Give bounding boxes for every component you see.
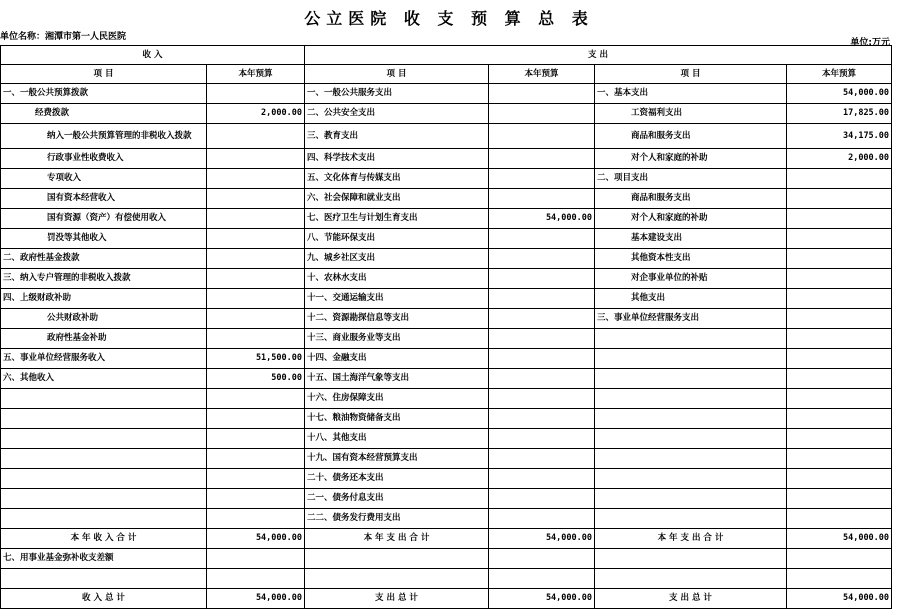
expense-function-item-cell: 十五、国土海洋气象等支出: [305, 369, 489, 389]
expense-function-budget-cell: [489, 149, 595, 169]
expense-function-budget-cell: [489, 249, 595, 269]
expense-function-item-cell: 二一、债务付息支出: [305, 489, 489, 509]
expense-category-item-cell: 基本建设支出: [595, 229, 787, 249]
income-item-cell: 一、一般公共预算拨款: [1, 84, 207, 104]
section-header-row: [1, 46, 892, 65]
expense-function-budget-cell: [489, 449, 595, 469]
organization-label: 单位名称：湘潭市第一人民医院: [0, 32, 127, 42]
expense-function-budget-cell: [489, 569, 595, 589]
expense-function-budget-cell: [489, 349, 595, 369]
income-item-header: 项 目: [1, 65, 207, 84]
expense-function-item-cell: 十八、其他支出: [305, 429, 489, 449]
expense-function-budget-cell: [489, 549, 595, 569]
table-row: [1, 104, 892, 124]
income-budget-cell: [207, 329, 305, 349]
income-item-cell: 公共财政补助: [1, 309, 207, 329]
expense-category-budget-cell: [787, 429, 892, 449]
income-budget-cell: [207, 249, 305, 269]
income-budget-cell: 54,000.00: [207, 529, 305, 549]
income-budget-cell: [207, 229, 305, 249]
expense-category-budget-cell: [787, 209, 892, 229]
table-row: [1, 329, 892, 349]
expense-category-budget-cell: [787, 349, 892, 369]
expense-function-item-cell: 十四、金融支出: [305, 349, 489, 369]
expense-category-item-cell: [595, 429, 787, 449]
expense-category-budget-cell: [787, 469, 892, 489]
table-row: [1, 149, 892, 169]
expense-category-budget-cell: [787, 229, 892, 249]
income-item-cell: [1, 489, 207, 509]
expense-function-budget-cell: [489, 124, 595, 149]
income-item-cell: 纳入一般公共预算管理的非税收入拨款: [1, 124, 207, 149]
expense-function-budget-cell: [489, 409, 595, 429]
expense-category-budget-cell: 54,000.00: [787, 529, 892, 549]
income-budget-cell: [207, 309, 305, 329]
income-budget-cell: [207, 189, 305, 209]
expense-function-budget-cell: [489, 509, 595, 529]
budget-table: [0, 45, 892, 609]
table-row: [1, 309, 892, 329]
expense-function-item-cell: [305, 569, 489, 589]
income-item-cell: [1, 509, 207, 529]
income-item-cell: 国有资源（资产）有偿使用收入: [1, 209, 207, 229]
income-budget-cell: [207, 449, 305, 469]
expense-category-item-cell: [595, 469, 787, 489]
expense-function-item-cell: 十六、住房保障支出: [305, 389, 489, 409]
expense-category-item-cell: [595, 409, 787, 429]
income-item-cell: 专项收入: [1, 169, 207, 189]
expense-category-item-cell: [595, 549, 787, 569]
expense-function-item-cell: 支 出 总 计: [305, 589, 489, 609]
income-budget-cell: [207, 389, 305, 409]
expense-category-budget-cell: [787, 569, 892, 589]
currency-unit-label: 单位:万元: [850, 38, 890, 48]
expense-category-item-cell: 工资福利支出: [595, 104, 787, 124]
expense-function-item-cell: [305, 549, 489, 569]
expense-category-budget-cell: [787, 549, 892, 569]
income-item-cell: [1, 569, 207, 589]
expense-function-item-cell: 十七、粮油物资储备支出: [305, 409, 489, 429]
expense-category-item-cell: 支 出 总 计: [595, 589, 787, 609]
expense-category-budget-cell: 17,825.00: [787, 104, 892, 124]
income-item-cell: 五、事业单位经营服务收入: [1, 349, 207, 369]
table-row: [1, 84, 892, 104]
income-item-cell: [1, 449, 207, 469]
expense-category-budget-cell: 54,000.00: [787, 589, 892, 609]
expense-category-budget-cell: [787, 389, 892, 409]
expense-function-item-cell: 二十、债务还本支出: [305, 469, 489, 489]
expense-function-budget-cell: [489, 189, 595, 209]
expense-category-item-cell: 其他资本性支出: [595, 249, 787, 269]
income-item-cell: [1, 389, 207, 409]
table-row: [1, 489, 892, 509]
income-budget-cell: [207, 209, 305, 229]
expense-category-item-cell: 二、项目支出: [595, 169, 787, 189]
expense-category-budget-cell: [787, 489, 892, 509]
income-budget-cell: [207, 269, 305, 289]
expense-function-item-cell: 十一、交通运输支出: [305, 289, 489, 309]
expense-category-item-cell: [595, 489, 787, 509]
expense-function-item-cell: 三、教育支出: [305, 124, 489, 149]
column-header-row: [1, 65, 892, 84]
expense-function-budget-cell: [489, 289, 595, 309]
table-row: [1, 349, 892, 369]
table-row: [1, 249, 892, 269]
expense-category-item-cell: 三、事业单位经营服务支出: [595, 309, 787, 329]
expense-function-item-cell: 十三、商业服务业等支出: [305, 329, 489, 349]
table-row: [1, 409, 892, 429]
income-budget-cell: 51,500.00: [207, 349, 305, 369]
income-item-cell: [1, 469, 207, 489]
expense-category-item-header: 项 目: [595, 65, 787, 84]
income-item-cell: 罚没等其他收入: [1, 229, 207, 249]
expense-function-budget-cell: [489, 269, 595, 289]
expense-function-item-cell: 九、城乡社区支出: [305, 249, 489, 269]
expense-function-item-cell: 七、医疗卫生与计划生育支出: [305, 209, 489, 229]
expense-category-item-cell: [595, 569, 787, 589]
expense-function-budget-cell: [489, 469, 595, 489]
expense-category-item-cell: 其他支出: [595, 289, 787, 309]
income-item-cell: 经费拨款: [1, 104, 207, 124]
expense-category-budget-cell: [787, 329, 892, 349]
income-item-cell: 国有资本经营收入: [1, 189, 207, 209]
income-budget-header: 本年预算: [207, 65, 305, 84]
expense-category-budget-cell: [787, 289, 892, 309]
table-row: [1, 589, 892, 609]
expense-function-budget-cell: [489, 329, 595, 349]
expense-category-item-cell: 本 年 支 出 合 计: [595, 529, 787, 549]
expense-item-header: 项 目: [305, 65, 489, 84]
expense-category-item-cell: [595, 369, 787, 389]
income-budget-cell: [207, 549, 305, 569]
income-budget-cell: [207, 124, 305, 149]
expense-function-budget-cell: [489, 309, 595, 329]
expense-function-budget-cell: 54,000.00: [489, 589, 595, 609]
expense-category-budget-cell: [787, 169, 892, 189]
table-row: [1, 209, 892, 229]
income-item-cell: 本 年 收 入 合 计: [1, 529, 207, 549]
expense-function-budget-cell: [489, 389, 595, 409]
page-title: 公立医院 收 支 预 算 总 表: [304, 9, 594, 28]
expense-category-item-cell: 对个人和家庭的补助: [595, 209, 787, 229]
expense-category-budget-cell: [787, 309, 892, 329]
expense-function-item-cell: 本 年 支 出 合 计: [305, 529, 489, 549]
expense-category-item-cell: 商品和服务支出: [595, 189, 787, 209]
income-budget-cell: 500.00: [207, 369, 305, 389]
table-row: [1, 189, 892, 209]
expense-category-budget-cell: 34,175.00: [787, 124, 892, 149]
expense-function-item-cell: 五、文化体育与传媒支出: [305, 169, 489, 189]
income-budget-cell: [207, 149, 305, 169]
expense-category-item-cell: [595, 329, 787, 349]
income-item-cell: 二、政府性基金拨款: [1, 249, 207, 269]
expense-function-item-cell: 八、节能环保支出: [305, 229, 489, 249]
expense-category-budget-cell: 2,000.00: [787, 149, 892, 169]
income-item-cell: 七、用事业基金弥补收支差额: [1, 549, 207, 569]
income-budget-cell: [207, 169, 305, 189]
expense-function-item-cell: 十、农林水支出: [305, 269, 489, 289]
table-row: [1, 389, 892, 409]
table-row: [1, 429, 892, 449]
expense-function-budget-cell: 54,000.00: [489, 529, 595, 549]
expense-function-budget-cell: [489, 369, 595, 389]
expense-function-item-cell: 十二、资源勘探信息等支出: [305, 309, 489, 329]
table-row: [1, 124, 892, 149]
expense-category-budget-cell: [787, 189, 892, 209]
expense-category-item-cell: 一、基本支出: [595, 84, 787, 104]
income-budget-cell: 2,000.00: [207, 104, 305, 124]
table-row: [1, 289, 892, 309]
expense-category-item-cell: 对企事业单位的补贴: [595, 269, 787, 289]
income-budget-cell: [207, 569, 305, 589]
table-row: [1, 269, 892, 289]
income-budget-cell: [207, 429, 305, 449]
expense-category-budget-cell: 54,000.00: [787, 84, 892, 104]
income-item-cell: 六、其他收入: [1, 369, 207, 389]
table-row: [1, 229, 892, 249]
income-budget-cell: [207, 509, 305, 529]
expense-category-budget-header: 本年预算: [787, 65, 892, 84]
income-section-header: 收 入: [1, 46, 305, 65]
income-budget-cell: [207, 489, 305, 509]
income-budget-cell: 54,000.00: [207, 589, 305, 609]
expense-function-budget-cell: [489, 229, 595, 249]
expense-section-header: 支 出: [305, 46, 892, 65]
expense-function-item-cell: 二二、债务发行费用支出: [305, 509, 489, 529]
table-row: [1, 469, 892, 489]
table-row: [1, 509, 892, 529]
income-item-cell: 行政事业性收费收入: [1, 149, 207, 169]
expense-function-item-cell: 十九、国有资本经营预算支出: [305, 449, 489, 469]
expense-category-item-cell: 对个人和家庭的补助: [595, 149, 787, 169]
income-budget-cell: [207, 409, 305, 429]
expense-category-item-cell: [595, 389, 787, 409]
income-budget-cell: [207, 469, 305, 489]
expense-category-item-cell: [595, 349, 787, 369]
income-item-cell: 三、纳入专户管理的非税收入拨款: [1, 269, 207, 289]
expense-function-item-cell: 二、公共安全支出: [305, 104, 489, 124]
expense-category-budget-cell: [787, 409, 892, 429]
expense-function-budget-cell: [489, 169, 595, 189]
expense-category-budget-cell: [787, 249, 892, 269]
table-row: [1, 549, 892, 569]
income-budget-cell: [207, 84, 305, 104]
expense-function-budget-cell: [489, 84, 595, 104]
table-row: [1, 169, 892, 189]
table-row: [1, 569, 892, 589]
table-row: [1, 449, 892, 469]
expense-function-item-cell: 四、科学技术支出: [305, 149, 489, 169]
expense-category-budget-cell: [787, 369, 892, 389]
income-budget-cell: [207, 289, 305, 309]
income-item-cell: 收 入 总 计: [1, 589, 207, 609]
expense-category-item-cell: 商品和服务支出: [595, 124, 787, 149]
expense-category-budget-cell: [787, 449, 892, 469]
expense-category-budget-cell: [787, 509, 892, 529]
table-row: [1, 369, 892, 389]
expense-category-budget-cell: [787, 269, 892, 289]
expense-category-item-cell: [595, 509, 787, 529]
expense-category-item-cell: [595, 449, 787, 469]
expense-function-budget-cell: [489, 429, 595, 449]
expense-function-item-cell: 六、社会保障和就业支出: [305, 189, 489, 209]
expense-budget-header: 本年预算: [489, 65, 595, 84]
income-item-cell: 政府性基金补助: [1, 329, 207, 349]
expense-function-budget-cell: [489, 489, 595, 509]
income-item-cell: [1, 429, 207, 449]
table-row: [1, 529, 892, 549]
expense-function-budget-cell: [489, 104, 595, 124]
expense-function-budget-cell: 54,000.00: [489, 209, 595, 229]
expense-function-item-cell: 一、一般公共服务支出: [305, 84, 489, 104]
income-item-cell: 四、上级财政补助: [1, 289, 207, 309]
income-item-cell: [1, 409, 207, 429]
